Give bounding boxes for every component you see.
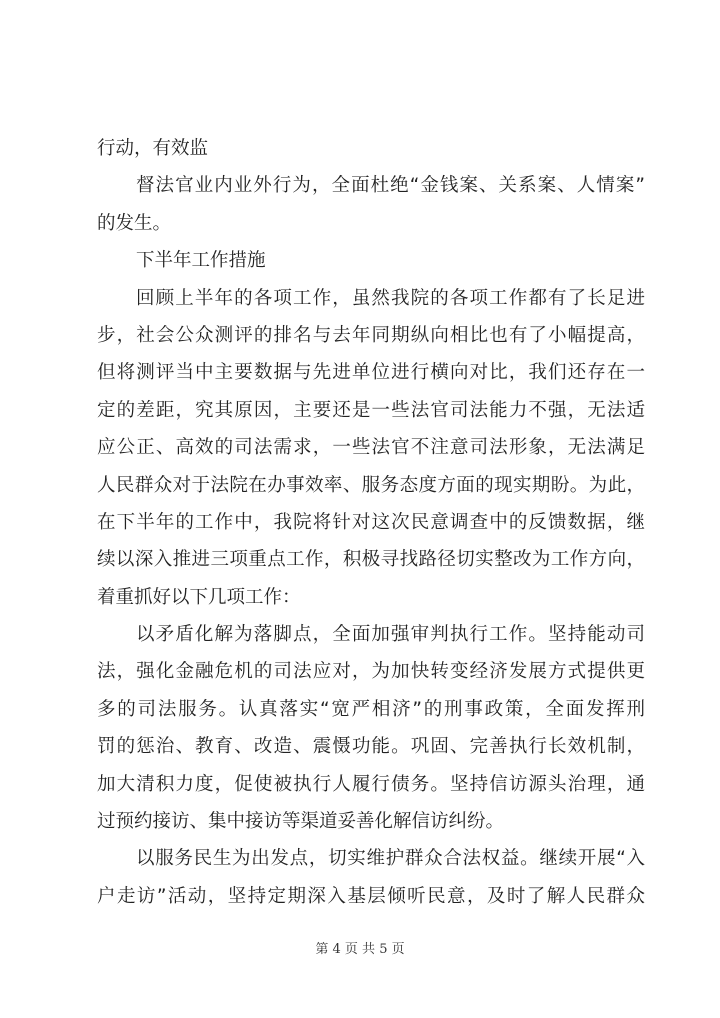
text-line: 以服务民生为出发点，切实维护群众合法权益。继续开展“入 xyxy=(136,848,645,870)
text-line: 在下半年的工作中，我院将针对这次民意调查中的反馈数据，继 xyxy=(97,511,645,533)
text-line: 加大清积力度，促使被执行人履行债务。坚持信访源头治理，通 xyxy=(97,773,645,795)
text-line: 行动，有效监 xyxy=(97,138,209,159)
text-line: 多的司法服务。认真落实“宽严相济”的刑事政策，全面发挥刑 xyxy=(97,698,645,720)
page-number-footer: 第 4 页 共 5 页 xyxy=(315,942,405,957)
text-line: 过预约接访、集中接访等渠道妥善化解信访纠纷。 xyxy=(97,811,505,833)
text-line: 的发生。 xyxy=(97,212,172,234)
document-body xyxy=(97,130,645,915)
text-line: 以矛盾化解为落脚点，全面加强审判执行工作。坚持能动司 xyxy=(136,624,645,646)
text-line: 人民群众对于法院在办事效率、服务态度方面的现实期盼。为此， xyxy=(97,474,645,496)
text-line: 但将测评当中主要数据与先进单位进行横向对比，我们还存在一 xyxy=(97,362,645,384)
text-line: 回顾上半年的各项工作，虽然我院的各项工作都有了长足进 xyxy=(136,287,645,309)
text-line: 户走访”活动，坚持定期深入基层倾听民意，及时了解人民群众 xyxy=(97,885,645,907)
text-line: 罚的惩治、教育、改造、震慑功能。巩固、完善执行长效机制， xyxy=(97,736,645,758)
text-line: 着重抓好以下几项工作： xyxy=(97,586,301,608)
text-line: 下半年工作措施 xyxy=(136,250,266,272)
text-line: 步，社会公众测评的排名与去年同期纵向相比也有了小幅提高， xyxy=(97,324,645,346)
text-line: 法，强化金融危机的司法应对，为加快转变经济发展方式提供更 xyxy=(97,661,645,683)
text-line: 督法官业内业外行为，全面杜绝“金钱案、关系案、人情案” xyxy=(136,175,645,197)
text-line: 续以深入推进三项重点工作，积极寻找路径切实整改为工作方向， xyxy=(97,549,645,571)
text-line: 应公正、高效的司法需求，一些法官不注意司法形象，无法满足 xyxy=(97,437,645,459)
text-line: 定的差距，究其原因，主要还是一些法官司法能力不强，无法适 xyxy=(97,399,645,421)
